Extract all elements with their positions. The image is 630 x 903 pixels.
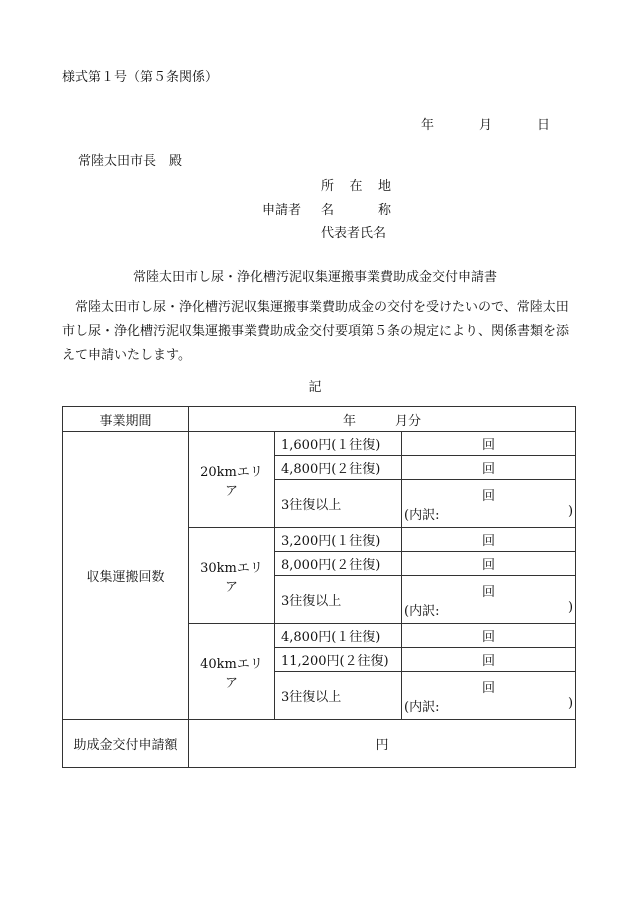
- period-value[interactable]: 年 月分: [189, 407, 576, 432]
- count-cell-breakdown[interactable]: [402, 480, 576, 528]
- count-cell[interactable]: 回: [402, 528, 576, 552]
- rate-label: 1,600円(１往復): [275, 432, 402, 456]
- breakdown: (内訳: ): [404, 503, 574, 523]
- count-unit: 回: [482, 488, 496, 504]
- rate-label: 3往復以上: [275, 576, 402, 624]
- rate-label: 3往復以上: [275, 480, 402, 528]
- count-cell-breakdown[interactable]: [402, 672, 576, 720]
- count-unit: 回: [482, 584, 496, 600]
- amount-row: [63, 720, 576, 768]
- rate-label: 4,800円(１往復): [275, 624, 402, 648]
- date-month-label: 月: [479, 118, 493, 133]
- area-20km-label: 20kmエリア: [189, 432, 275, 528]
- rate-label: 4,800円(２往復): [275, 456, 402, 480]
- document-title: 常陸太田市し尿・浄化槽汚泥収集運搬事業費助成金交付申請書: [132, 270, 497, 285]
- amount-header: 助成金交付申請額: [63, 720, 189, 768]
- count-cell[interactable]: 回: [402, 552, 576, 576]
- period-header: 事業期間: [63, 407, 189, 432]
- amount-value[interactable]: 円: [189, 720, 576, 768]
- address-label: 所 在 地: [321, 179, 391, 194]
- count-header: 収集運搬回数: [63, 432, 189, 720]
- body-text: 常陸太田市し尿・浄化槽汚泥収集運搬事業費助成金の交付を受けたいので、常陸太田市し尿・浄化槽汚泥収集運搬事業費助成金交付要項第５条の規定により、関係書類を添えて申請いたします。: [62, 300, 570, 363]
- count-cell[interactable]: 回: [402, 648, 576, 672]
- applicant-role-label: 申請者: [262, 203, 302, 218]
- form-number: 様式第１号（第５条関係）: [62, 70, 219, 85]
- ki-heading: 記: [308, 380, 322, 395]
- rate-label: 3往復以上: [275, 672, 402, 720]
- count-cell[interactable]: 回: [402, 624, 576, 648]
- representative-label: 代表者氏名: [321, 226, 387, 241]
- application-table: [62, 406, 576, 768]
- count-cell-breakdown[interactable]: [402, 576, 576, 624]
- date-year-label: 年: [421, 118, 435, 133]
- breakdown: (内訳: ): [404, 599, 574, 619]
- count-cell[interactable]: 回: [402, 456, 576, 480]
- area-40km-label: 40kmエリア: [189, 624, 275, 720]
- name-label: 名 称: [321, 203, 391, 218]
- area-30km-label: 30kmエリア: [189, 528, 275, 624]
- rate-label: 3,200円(１往復): [275, 528, 402, 552]
- addressee: 常陸太田市長 殿: [78, 154, 183, 169]
- count-unit: 回: [482, 680, 496, 696]
- table-row: [63, 432, 576, 456]
- date-day-label: 日: [537, 118, 551, 133]
- breakdown: (内訳: ): [404, 695, 574, 715]
- rate-label: 11,200円(２往復): [275, 648, 402, 672]
- count-cell[interactable]: 回: [402, 432, 576, 456]
- period-row: [63, 407, 576, 432]
- rate-label: 8,000円(２往復): [275, 552, 402, 576]
